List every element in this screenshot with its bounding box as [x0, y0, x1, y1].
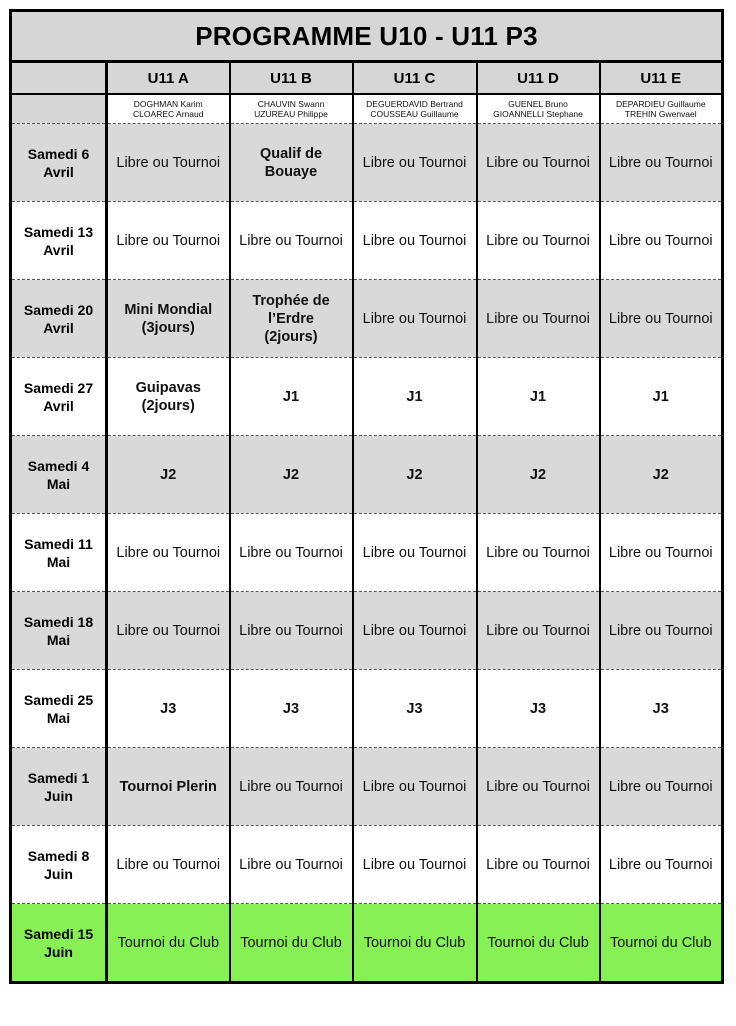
schedule-cell [107, 202, 230, 280]
cell-text: Libre ou Tournoi [608, 154, 713, 171]
coach-name: COUSSEAU Guillaume [370, 109, 459, 119]
cell-text: Libre ou Tournoi [608, 310, 713, 327]
coach-names [477, 94, 600, 124]
schedule-cell [477, 592, 600, 670]
schedule-cell [107, 280, 230, 358]
cell-text: Libre ou Tournoi [486, 232, 590, 249]
schedule-cell [600, 592, 723, 670]
schedule-row [11, 670, 723, 748]
schedule-cell [600, 514, 723, 592]
schedule-cell [230, 202, 353, 280]
team-header-u11-c: U11 C [353, 62, 477, 95]
schedule-cell [353, 748, 477, 826]
coach-names [107, 94, 230, 124]
cell-text: Libre ou Tournoi [362, 154, 467, 171]
schedule-cell [107, 436, 230, 514]
date-line: Avril [43, 241, 74, 258]
date-label [11, 592, 107, 670]
date-line: Juin [44, 943, 73, 960]
date-line: Mai [46, 709, 71, 726]
cell-text: Libre ou Tournoi [486, 310, 590, 327]
cell-text: (2jours) [264, 328, 318, 345]
schedule-cell [353, 904, 477, 983]
cell-text: Tournoi du Club [609, 934, 712, 951]
schedule-cell [353, 826, 477, 904]
cell-text: Libre ou Tournoi [486, 154, 590, 171]
cell-text: Libre ou Tournoi [362, 310, 467, 327]
date-label [11, 904, 107, 983]
schedule-cell [477, 202, 600, 280]
schedule-cell [353, 124, 477, 202]
schedule-cell [230, 124, 353, 202]
cell-text: Tournoi du Club [487, 934, 589, 951]
date-line: Juin [44, 787, 73, 804]
schedule-cell [107, 748, 230, 826]
cell-text: Tournoi du Club [117, 934, 220, 951]
cell-text: Libre ou Tournoi [362, 544, 467, 561]
date-line: Avril [43, 319, 74, 336]
cell-text: l’Erdre [268, 310, 314, 327]
date-line: Samedi 11 [24, 535, 93, 552]
cell-text: Qualif de [259, 145, 323, 162]
cell-text: Libre ou Tournoi [239, 856, 343, 873]
team-header-u11-e: U11 E [600, 62, 723, 95]
schedule-cell [477, 826, 600, 904]
cell-text: Libre ou Tournoi [116, 544, 221, 561]
cell-text: Libre ou Tournoi [116, 154, 221, 171]
schedule-cell [230, 904, 353, 983]
cell-text: J1 [406, 388, 423, 405]
cell-text: (2jours) [141, 397, 195, 414]
cell-text: Bouaye [264, 163, 318, 180]
team-header-u11-d: U11 D [477, 62, 600, 95]
schedule-cell [230, 436, 353, 514]
schedule-cell [353, 592, 477, 670]
date-label [11, 124, 107, 202]
schedule-cell [107, 124, 230, 202]
cell-text: J2 [652, 466, 669, 483]
cell-text: Libre ou Tournoi [608, 232, 713, 249]
date-line: Samedi 1 [27, 769, 90, 786]
schedule-cell [107, 904, 230, 983]
schedule-cell [477, 280, 600, 358]
coach-name: CLOAREC Arnaud [133, 109, 204, 119]
header-corner [11, 62, 107, 95]
coach-name: TREHIN Gwenvael [624, 109, 697, 119]
schedule-cell [353, 670, 477, 748]
cell-text: J1 [652, 388, 669, 405]
schedule-table [9, 9, 724, 984]
coach-name: DEGUERDAVID Bertrand [366, 98, 463, 109]
cell-text: Libre ou Tournoi [239, 778, 343, 795]
schedule-cell [107, 358, 230, 436]
schedule-row [11, 436, 723, 514]
schedule-cell [600, 748, 723, 826]
schedule-cell [353, 202, 477, 280]
date-line: Mai [46, 631, 71, 648]
schedule-cell [477, 514, 600, 592]
schedule-cell [230, 748, 353, 826]
date-line: Mai [46, 475, 71, 492]
cell-text: J2 [406, 466, 423, 483]
coach-names [353, 94, 477, 124]
page-title: PROGRAMME U10 - U11 P3 [11, 11, 723, 62]
schedule-cell [107, 670, 230, 748]
schedule-cell [230, 826, 353, 904]
date-line: Samedi 25 [23, 691, 94, 708]
cell-text: J2 [282, 466, 300, 483]
date-line: Avril [43, 397, 74, 414]
cell-text: Libre ou Tournoi [362, 856, 467, 873]
date-line: Samedi 15 [23, 925, 94, 942]
cell-text: Libre ou Tournoi [116, 856, 221, 873]
cell-text: Tournoi Plerin [119, 778, 217, 795]
date-label [11, 826, 107, 904]
coach-name: UZUREAU Philippe [254, 109, 328, 119]
date-line: Samedi 8 [27, 847, 90, 864]
schedule-cell [600, 436, 723, 514]
coach-names [600, 94, 723, 124]
coach-name: GIOANNELLI Stephane [493, 109, 583, 119]
schedule-row [11, 904, 723, 983]
cell-text: Libre ou Tournoi [486, 856, 590, 873]
schedule-row [11, 592, 723, 670]
schedule-cell [600, 358, 723, 436]
date-line: Samedi 27 [23, 379, 94, 396]
cell-text: J1 [282, 388, 300, 405]
cell-text: Libre ou Tournoi [239, 232, 343, 249]
schedule-cell [600, 124, 723, 202]
cell-text: J3 [160, 700, 177, 717]
schedule-cell [600, 202, 723, 280]
schedule-cell [230, 670, 353, 748]
coach-name: GUENEL Bruno [508, 98, 568, 109]
cell-text: J3 [282, 700, 300, 717]
team-header-u11-b: U11 B [230, 62, 353, 95]
schedule-cell [107, 592, 230, 670]
schedule-cell [353, 280, 477, 358]
date-label [11, 280, 107, 358]
schedule-cell [477, 124, 600, 202]
date-line: Samedi 4 [27, 457, 90, 474]
coach-row [11, 94, 723, 124]
cell-text: J3 [406, 700, 423, 717]
schedule-cell [600, 280, 723, 358]
cell-text: Tournoi du Club [363, 934, 466, 951]
cell-text: Libre ou Tournoi [486, 778, 590, 795]
cell-text: J3 [652, 700, 669, 717]
cell-text: Libre ou Tournoi [362, 778, 467, 795]
schedule-row [11, 358, 723, 436]
cell-text: Libre ou Tournoi [239, 622, 343, 639]
schedule-cell [353, 514, 477, 592]
schedule-row [11, 748, 723, 826]
date-label [11, 436, 107, 514]
schedule-cell [230, 592, 353, 670]
schedule-row [11, 514, 723, 592]
cell-text: Libre ou Tournoi [486, 544, 590, 561]
cell-text: J2 [160, 466, 177, 483]
cell-text: Tournoi du Club [240, 934, 342, 951]
cell-text: Libre ou Tournoi [362, 622, 467, 639]
date-line: Mai [46, 553, 71, 570]
schedule-cell [353, 436, 477, 514]
schedule-row [11, 124, 723, 202]
cell-text: J2 [529, 466, 547, 483]
cell-text: Libre ou Tournoi [116, 232, 221, 249]
date-label [11, 358, 107, 436]
schedule-cell [230, 514, 353, 592]
date-line: Juin [44, 865, 73, 882]
schedule-row [11, 826, 723, 904]
coach-names [230, 94, 353, 124]
cell-text: Libre ou Tournoi [608, 856, 713, 873]
schedule-cell [477, 904, 600, 983]
schedule-body [11, 124, 723, 983]
coach-corner [11, 94, 107, 124]
cell-text: Libre ou Tournoi [608, 778, 713, 795]
cell-text: Guipavas [135, 379, 201, 396]
cell-text: Libre ou Tournoi [608, 622, 713, 639]
date-label [11, 748, 107, 826]
cell-text: Mini Mondial [124, 301, 213, 318]
date-label [11, 670, 107, 748]
cell-text: Libre ou Tournoi [239, 544, 343, 561]
schedule-cell [477, 436, 600, 514]
schedule-cell [477, 670, 600, 748]
cell-text: J3 [529, 700, 547, 717]
cell-text: Trophée de [252, 292, 330, 309]
coach-name: CHAUVIN Swann [257, 98, 325, 109]
schedule-cell [353, 358, 477, 436]
coach-name: DEPARDIEU Guillaume [615, 98, 706, 109]
date-line: Avril [43, 163, 74, 180]
schedule-cell [107, 826, 230, 904]
schedule-row [11, 280, 723, 358]
cell-text: Libre ou Tournoi [486, 622, 590, 639]
schedule-cell [477, 358, 600, 436]
coach-name: DOGHMAN Karim [133, 98, 203, 109]
schedule-cell [230, 280, 353, 358]
cell-text: (3jours) [141, 319, 195, 336]
cell-text: Libre ou Tournoi [362, 232, 467, 249]
schedule-cell [600, 670, 723, 748]
cell-text: J1 [529, 388, 547, 405]
date-line: Samedi 13 [23, 223, 94, 240]
date-line: Samedi 20 [23, 301, 94, 318]
cell-text: Libre ou Tournoi [608, 544, 713, 561]
cell-text: Libre ou Tournoi [116, 622, 221, 639]
schedule-cell [230, 358, 353, 436]
schedule-cell [600, 826, 723, 904]
schedule-row [11, 202, 723, 280]
date-label [11, 514, 107, 592]
schedule-cell [600, 904, 723, 983]
date-line: Samedi 18 [23, 613, 94, 630]
schedule-cell [477, 748, 600, 826]
team-header-row [11, 62, 723, 95]
schedule-cell [107, 514, 230, 592]
date-line: Samedi 6 [27, 145, 90, 162]
date-label [11, 202, 107, 280]
team-header-u11-a: U11 A [107, 62, 230, 95]
